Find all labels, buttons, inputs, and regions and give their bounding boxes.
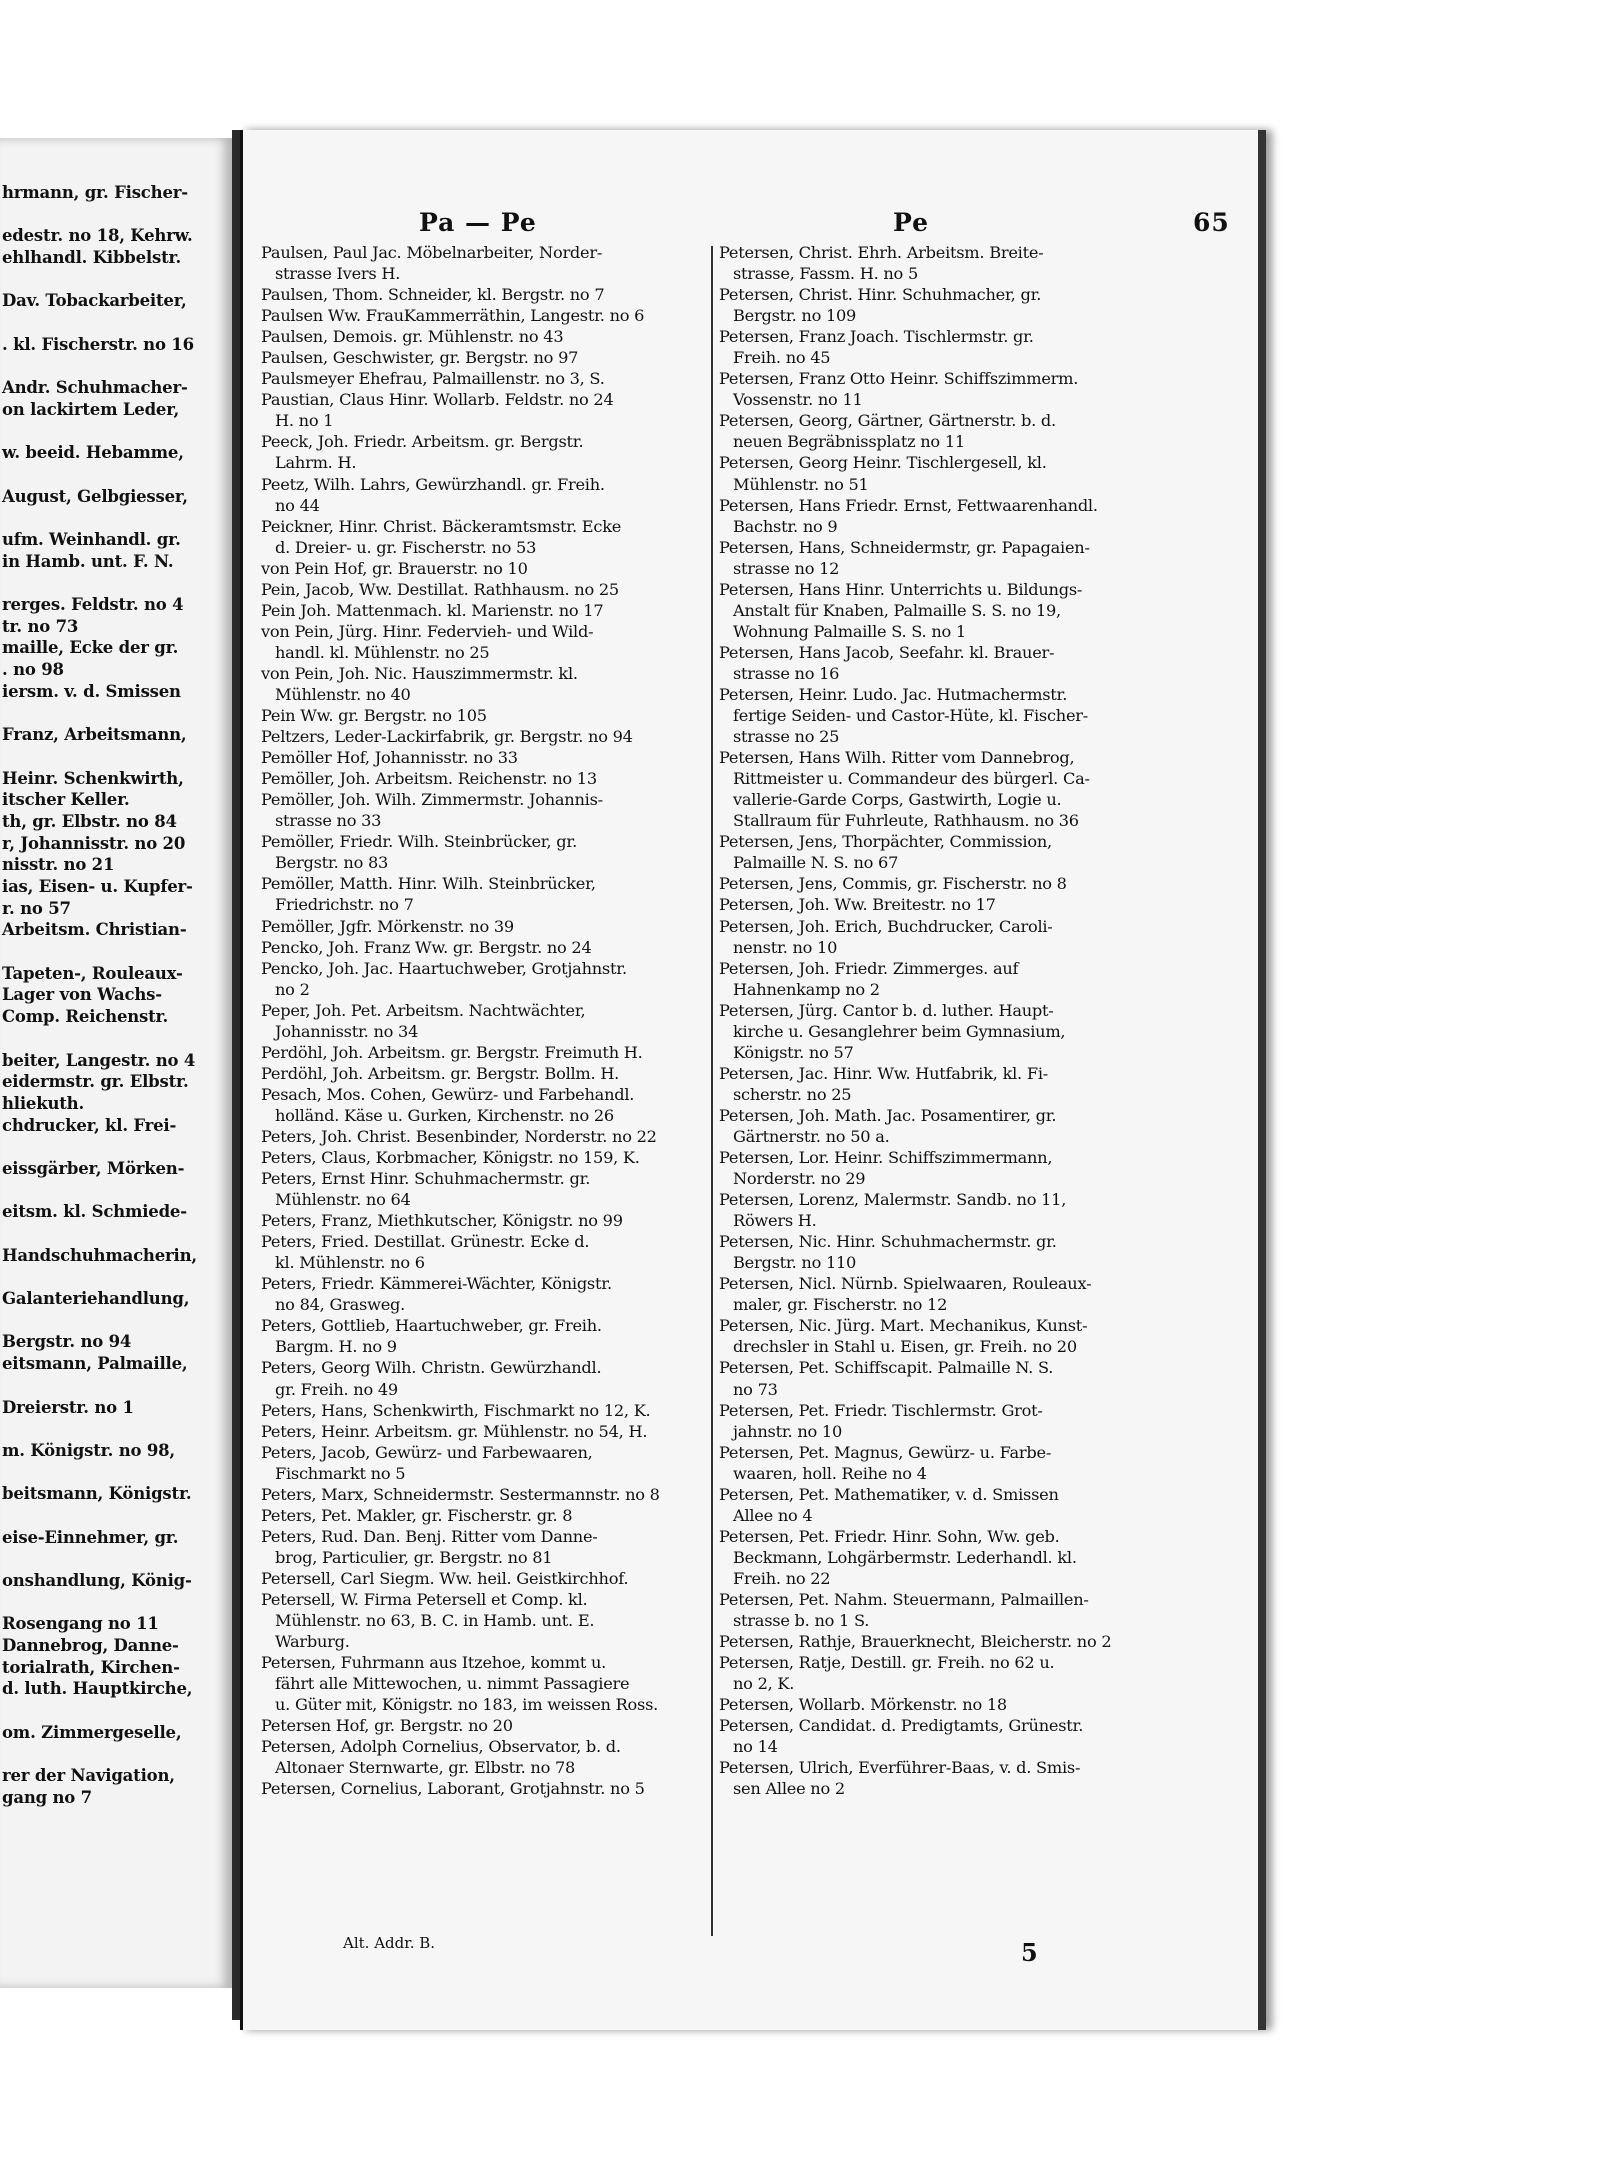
left-page-line: tr. no 73 — [2, 616, 79, 636]
directory-line: Altonaer Sternwarte, gr. Elbstr. no 78 — [275, 1758, 576, 1778]
directory-line: Petersen, Nic. Jürg. Mart. Mechanikus, Kunst- — [719, 1316, 1088, 1336]
left-page-line: Arbeitsm. Christian- — [2, 920, 187, 940]
directory-line: Petersen, Wollarb. Mörkenstr. no 18 — [719, 1695, 1007, 1715]
directory-line: Peters, Georg Wilh. Christn. Gewürzhandl. — [261, 1358, 602, 1378]
directory-line: Palmaille N. S. no 67 — [733, 853, 899, 873]
directory-column-right — [719, 242, 1174, 1799]
left-page-line — [2, 1418, 228, 1440]
left-page-line — [2, 572, 228, 594]
directory-line: Peters, Pet. Makler, gr. Fischerstr. gr. 8 — [261, 1505, 573, 1525]
directory-line: Peters, Rud. Dan. Benj. Ritter vom Danne- — [261, 1526, 598, 1546]
left-page-line: iersm. v. d. Smissen — [2, 681, 181, 701]
directory-line: fertige Seiden- und Castor-Hüte, kl. Fischer- — [733, 706, 1089, 726]
directory-line: Röwers H. — [733, 1211, 817, 1231]
directory-line: Petersen, Nic. Hinr. Schuhmachermstr. gr. — [719, 1232, 1057, 1252]
directory-line: Beckmann, Lohgärbermstr. Lederhandl. kl. — [733, 1547, 1077, 1567]
directory-line: Petersen, Jens, Thorpächter, Commission, — [719, 832, 1052, 852]
directory-line: holländ. Käse u. Gurken, Kirchenstr. no 26 — [275, 1105, 614, 1125]
directory-line: Petersen, Pet. Friedr. Tischlermstr. Grot- — [719, 1400, 1043, 1420]
directory-line: no 2 — [275, 979, 310, 999]
directory-line: brog, Particulier, gr. Bergstr. no 81 — [275, 1547, 553, 1567]
directory-line: von Pein Hof, gr. Brauerstr. no 10 — [261, 558, 528, 578]
directory-line: Petersen, Heinr. Ludo. Jac. Hutmachermstr. — [719, 684, 1068, 704]
directory-line: Paulsen Ww. FrauKammerräthin, Langestr. no 6 — [261, 306, 645, 326]
printer-signature: Alt. Addr. B. — [343, 1934, 436, 1952]
directory-line: fährt alle Mittewochen, u. nimmt Passagiere — [275, 1674, 630, 1694]
left-page-line: rerges. Feldstr. no 4 — [2, 595, 184, 615]
left-page-line: Comp. Reichenstr. — [2, 1007, 169, 1027]
directory-line: no 84, Grasweg. — [275, 1295, 406, 1315]
left-page-line — [2, 1266, 228, 1288]
directory-line: waaren, holl. Reihe no 4 — [733, 1463, 927, 1483]
left-page-line: w. beeid. Hebamme, — [2, 443, 184, 463]
directory-line: Pemöller Hof, Johannisstr. no 33 — [261, 748, 518, 768]
directory-line: Paulsen, Thom. Schneider, kl. Bergstr. no 7 — [261, 285, 605, 305]
directory-line: Mühlenstr. no 63, B. C. in Hamb. unt. E. — [275, 1611, 595, 1631]
directory-line: Peters, Joh. Christ. Besenbinder, Norderstr. no 22 — [261, 1126, 657, 1146]
directory-line: Lahrm. H. — [275, 453, 357, 473]
directory-line: strasse no 12 — [733, 558, 840, 578]
directory-line: Petersen, Adolph Cornelius, Observator, b. d. — [261, 1737, 621, 1757]
left-page-line — [2, 1744, 228, 1766]
left-page-line: ias, Eisen- u. Kupfer- — [2, 877, 193, 896]
directory-line: Peters, Franz, Miethkutscher, Königstr. no 99 — [261, 1211, 623, 1231]
directory-line: Peters, Heinr. Arbeitsm. gr. Mühlenstr. no 54, H. — [261, 1421, 648, 1441]
directory-line: Pencko, Joh. Jac. Haartuchweber, Grotjahnstr. — [261, 958, 627, 978]
directory-line: Peters, Friedr. Kämmerei-Wächter, Königstr. — [261, 1274, 612, 1294]
directory-line: Peters, Ernst Hinr. Schuhmachermstr. gr. — [261, 1169, 591, 1189]
left-page-line: hrmann, gr. Fischer- — [2, 183, 188, 202]
directory-line: Petersen, Joh. Erich, Buchdrucker, Caroli- — [719, 916, 1053, 936]
left-page-line — [2, 1700, 228, 1722]
directory-line: Petersen, Hans Wilh. Ritter vom Dannebrog, — [719, 748, 1075, 768]
left-page-line — [2, 464, 228, 486]
directory-line: Pemöller, Friedr. Wilh. Steinbrücker, gr. — [261, 832, 578, 852]
left-page-line: Dreierstr. no 1 — [2, 1397, 134, 1417]
directory-line: Peper, Joh. Pet. Arbeitsm. Nachtwächter, — [261, 1000, 586, 1020]
directory-line: Perdöhl, Joh. Arbeitsm. gr. Bergstr. Freimuth H. — [261, 1042, 643, 1062]
left-page-line: rer der Navigation, — [2, 1766, 175, 1786]
directory-line: Bergstr. no 83 — [275, 853, 389, 873]
directory-line: Petersell, Carl Siegm. Ww. heil. Geistkirchhof. — [261, 1568, 629, 1588]
directory-line: Petersen, Pet. Mathematiker, v. d. Smissen — [719, 1484, 1059, 1504]
left-page-line: ufm. Weinhandl. gr. — [2, 530, 181, 549]
directory-line: Bargm. H. no 9 — [275, 1337, 397, 1357]
directory-line: Hahnenkamp no 2 — [733, 979, 880, 999]
left-page-line: Franz, Arbeitsmann, — [2, 725, 187, 745]
left-page-line: onshandlung, König- — [2, 1571, 192, 1590]
directory-line: Vossenstr. no 11 — [733, 390, 863, 410]
left-page-line: m. Königstr. no 98, — [2, 1440, 175, 1460]
directory-line: Peetz, Wilh. Lahrs, Gewürzhandl. gr. Freih. — [261, 474, 605, 494]
directory-line: nenstr. no 10 — [733, 937, 838, 957]
directory-line: Pein Ww. gr. Bergstr. no 105 — [261, 706, 487, 726]
directory-line: Freih. no 45 — [733, 348, 831, 368]
left-page-line — [2, 1592, 228, 1614]
left-page-line: Andr. Schuhmacher- — [2, 378, 188, 398]
directory-line: Petersen, Fuhrmann aus Itzehoe, kommt u. — [261, 1653, 607, 1673]
directory-line: Petersen, Christ. Hinr. Schuhmacher, gr. — [719, 285, 1042, 305]
directory-line: Petersen, Ratje, Destill. gr. Freih. no 62 u. — [719, 1653, 1055, 1673]
directory-line: Paustian, Claus Hinr. Wollarb. Feldstr. no 24 — [261, 390, 614, 410]
directory-line: Petersen, Franz Otto Heinr. Schiffszimmerm. — [719, 369, 1079, 389]
left-page-line: d. luth. Hauptkirche, — [2, 1679, 193, 1699]
left-page-line: r. no 57 — [2, 898, 71, 918]
left-page-line: Tapeten-, Rouleaux- — [2, 963, 183, 983]
directory-line: Paulsen, Demois. gr. Mühlenstr. no 43 — [261, 327, 564, 347]
directory-line: Stallraum für Fuhrleute, Rathhausm. no 36 — [733, 811, 1079, 831]
directory-line: Petersen, Hans Hinr. Unterrichts u. Bildungs- — [719, 579, 1083, 599]
left-page-line: r, Johannisstr. no 20 — [2, 833, 186, 853]
left-page-line — [2, 1136, 228, 1158]
directory-line: Peters, Claus, Korbmacher, Königstr. no 159, K. — [261, 1148, 640, 1168]
left-page-line: eise-Einnehmer, gr. — [2, 1527, 179, 1547]
directory-line: Petersen, Jürg. Cantor b. d. luther. Haupt- — [719, 1000, 1054, 1020]
directory-line: Mühlenstr. no 40 — [275, 684, 411, 704]
directory-line: strasse Ivers H. — [275, 264, 401, 284]
left-page-line: gang no 7 — [2, 1787, 92, 1807]
page-number: 65 — [1193, 208, 1230, 237]
left-page-line — [2, 269, 228, 291]
left-page-line — [2, 703, 228, 725]
left-page-line — [2, 941, 228, 963]
directory-line: Peeck, Joh. Friedr. Arbeitsm. gr. Bergstr. — [261, 432, 584, 452]
left-page-line: maille, Ecke der gr. — [2, 638, 179, 658]
directory-line: drechsler in Stahl u. Eisen, gr. Freih. no 20 — [733, 1337, 1077, 1357]
directory-line: Petersen, Candidat. d. Predigtamts, Grünestr. — [719, 1716, 1084, 1736]
left-page-line — [2, 1548, 228, 1570]
directory-line: u. Güter mit, Königstr. no 183, im weissen Ross. — [275, 1695, 659, 1715]
directory-line: Pemöller, Joh. Arbeitsm. Reichenstr. no 13 — [261, 769, 597, 789]
directory-line: von Pein, Jürg. Hinr. Federvieh- und Wild- — [261, 621, 594, 641]
left-page-line — [2, 1310, 228, 1332]
directory-line: vallerie-Garde Corps, Gastwirth, Logie u. — [733, 790, 1062, 810]
left-page-line: om. Zimmergeselle, — [2, 1722, 182, 1742]
left-page-line: itscher Keller. — [2, 790, 130, 810]
directory-line: Bachstr. no 9 — [733, 516, 838, 536]
directory-line: Petersen, Nicl. Nürnb. Spielwaaren, Rouleaux- — [719, 1274, 1092, 1294]
sheet-number: 5 — [1021, 1938, 1038, 1967]
directory-line: neuen Begräbnissplatz no 11 — [733, 432, 965, 452]
directory-line: Petersen, Joh. Math. Jac. Posamentirer, gr. — [719, 1105, 1057, 1125]
directory-line: Norderstr. no 29 — [733, 1169, 866, 1189]
directory-line: Petersen, Christ. Ehrh. Arbeitsm. Breite- — [719, 243, 1044, 262]
directory-line: Paulsen, Geschwister, gr. Bergstr. no 97 — [261, 348, 579, 368]
directory-line: sen Allee no 2 — [733, 1779, 845, 1799]
left-page-line — [2, 1505, 228, 1527]
directory-line: maler, gr. Fischerstr. no 12 — [733, 1295, 948, 1315]
left-page-line: ehlhandl. Kibbelstr. — [2, 248, 182, 268]
directory-line: Petersen, Georg, Gärtner, Gärtnerstr. b. d. — [719, 411, 1056, 431]
directory-column-left — [261, 242, 716, 1799]
left-page-line: on lackirtem Leder, — [2, 399, 180, 419]
left-page-line: th, gr. Elbstr. no 84 — [2, 811, 177, 831]
left-page-line — [2, 1375, 228, 1397]
left-page-line: Dav. Tobackarbeiter, — [2, 291, 187, 311]
left-page-line: . no 98 — [2, 660, 64, 680]
directory-line: no 73 — [733, 1379, 778, 1399]
left-page-line: Galanteriehandlung, — [2, 1289, 190, 1309]
left-page-line — [2, 1223, 228, 1245]
left-page-line — [2, 421, 228, 443]
directory-line: Peters, Fried. Destillat. Grünestr. Ecke d. — [261, 1232, 590, 1252]
left-page-line — [2, 356, 228, 378]
directory-line: strasse b. no 1 S. — [733, 1611, 870, 1631]
left-page-line: in Hamb. unt. F. N. — [2, 551, 174, 571]
left-page-line: nisstr. no 21 — [2, 855, 115, 875]
left-page-line — [2, 1028, 228, 1050]
left-page-line: Lager von Wachs- — [2, 985, 162, 1005]
directory-line: kirche u. Gesanglehrer beim Gymnasium, — [733, 1021, 1066, 1041]
directory-line: Peickner, Hinr. Christ. Bäckeramtsmstr. Ecke — [261, 516, 622, 536]
directory-line: Mühlenstr. no 64 — [275, 1190, 411, 1210]
directory-line: Petersen, Jac. Hinr. Ww. Hutfabrik, kl. Fi- — [719, 1063, 1048, 1083]
directory-line: strasse no 16 — [733, 663, 840, 683]
directory-line: Pemöller, Jgfr. Mörkenstr. no 39 — [261, 916, 514, 936]
directory-line: Petersen, Georg Heinr. Tischlergesell, kl. — [719, 453, 1047, 473]
directory-line: Petersen, Rathje, Brauerknecht, Bleicherstr. no 2 — [719, 1632, 1112, 1652]
directory-line: Anstalt für Knaben, Palmaille S. S. no 19, — [733, 600, 1061, 620]
directory-line: Petersen, Lorenz, Malermstr. Sandb. no 11, — [719, 1190, 1067, 1210]
directory-line: Petersen, Franz Joach. Tischlermstr. gr. — [719, 327, 1034, 347]
left-page-line: Heinr. Schenkwirth, — [2, 768, 184, 788]
directory-line: Petersen, Hans, Schneidermstr, gr. Papagaien- — [719, 537, 1090, 557]
directory-line: Petersen, Hans Friedr. Ernst, Fettwaarenhandl. — [719, 495, 1098, 515]
directory-line: Warburg. — [275, 1632, 350, 1652]
directory-line: Fischmarkt no 5 — [275, 1463, 406, 1483]
directory-line: Pein Joh. Mattenmach. kl. Marienstr. no 17 — [261, 600, 604, 620]
directory-line: no 14 — [733, 1737, 778, 1757]
directory-line: Petersen Hof, gr. Bergstr. no 20 — [261, 1716, 513, 1736]
directory-line: Bergstr. no 110 — [733, 1253, 857, 1273]
directory-line: Petersen, Joh. Friedr. Zimmerges. auf — [719, 958, 1019, 978]
directory-line: strasse, Fassm. H. no 5 — [733, 264, 918, 284]
directory-line: Petersen, Pet. Schiffscapit. Palmaille N. S. — [719, 1358, 1054, 1378]
left-page-line: . kl. Fischerstr. no 16 — [2, 334, 194, 354]
left-page-fragment — [0, 138, 235, 1988]
directory-line: Petersen, Hans Jacob, Seefahr. kl. Brauer- — [719, 642, 1055, 662]
left-page-line: edestr. no 18, Kehrw. — [2, 226, 193, 246]
directory-line: Pemöller, Matth. Hinr. Wilh. Steinbrücker, — [261, 874, 596, 894]
directory-line: Freih. no 22 — [733, 1568, 831, 1588]
left-page-lines — [2, 182, 228, 1809]
directory-line: Pencko, Joh. Franz Ww. gr. Bergstr. no 24 — [261, 937, 592, 957]
directory-line: Petersen, Pet. Friedr. Hinr. Sohn, Ww. geb. — [719, 1526, 1060, 1546]
directory-line: Peters, Gottlieb, Haartuchweber, gr. Freih. — [261, 1316, 602, 1336]
left-page-line: hliekuth. — [2, 1093, 85, 1113]
directory-line: Pein, Jacob, Ww. Destillat. Rathhausm. no 25 — [261, 579, 619, 599]
left-page-line — [2, 507, 228, 529]
directory-line: von Pein, Joh. Nic. Hauszimmermstr. kl. — [261, 663, 578, 683]
directory-line: Peters, Marx, Schneidermstr. Sestermannstr. no 8 — [261, 1484, 660, 1504]
left-page-line: eidermstr. gr. Elbstr. — [2, 1072, 189, 1092]
directory-line: Johannisstr. no 34 — [275, 1021, 419, 1041]
left-page-line — [2, 1462, 228, 1484]
directory-line: Wohnung Palmaille S. S. no 1 — [733, 621, 966, 641]
directory-line: Petersen, Pet. Nahm. Steuermann, Palmaillen- — [719, 1590, 1089, 1609]
directory-line: jahnstr. no 10 — [733, 1421, 842, 1441]
directory-line: d. Dreier- u. gr. Fischerstr. no 53 — [275, 537, 537, 557]
directory-line: Petersen, Lor. Heinr. Schiffszimmermann, — [719, 1148, 1053, 1168]
left-page-line — [2, 1180, 228, 1202]
left-page-line: Rosengang no 11 — [2, 1614, 159, 1634]
directory-line: Peters, Hans, Schenkwirth, Fischmarkt no 12, K. — [261, 1400, 651, 1420]
directory-line: Petersen, Cornelius, Laborant, Grotjahnstr. no 5 — [261, 1779, 645, 1799]
left-page-line: Bergstr. no 94 — [2, 1332, 132, 1352]
directory-line: kl. Mühlenstr. no 6 — [275, 1253, 425, 1273]
left-page-line: eitsm. kl. Schmiede- — [2, 1202, 187, 1222]
directory-line: Rittmeister u. Commandeur des bürgerl. Ca- — [733, 769, 1090, 789]
directory-line: Peters, Jacob, Gewürz- und Farbewaaren, — [261, 1442, 593, 1462]
left-page-line: beitsmann, Königstr. — [2, 1484, 192, 1504]
directory-line: Paulsen, Paul Jac. Möbelnarbeiter, Norder- — [261, 243, 603, 262]
directory-line: Allee no 4 — [733, 1505, 813, 1525]
directory-line: strasse no 25 — [733, 727, 840, 747]
directory-line: scherstr. no 25 — [733, 1084, 852, 1104]
directory-line: no 2, K. — [733, 1674, 795, 1694]
directory-line: gr. Freih. no 49 — [275, 1379, 398, 1399]
directory-line: Petersen, Ulrich, Everführer-Baas, v. d. Smis- — [719, 1758, 1081, 1778]
directory-line: Bergstr. no 109 — [733, 306, 857, 326]
right-page — [240, 130, 1266, 2030]
directory-line: Perdöhl, Joh. Arbeitsm. gr. Bergstr. Bollm. H. — [261, 1063, 620, 1083]
running-head-left: Pa — Pe — [419, 208, 537, 237]
left-page-line: August, Gelbgiesser, — [2, 486, 188, 506]
directory-line: Mühlenstr. no 51 — [733, 474, 869, 494]
left-page-line: eissgärber, Mörken- — [2, 1158, 185, 1178]
left-page-line — [2, 746, 228, 768]
directory-line: Pesach, Mos. Cohen, Gewürz- und Farbehandl. — [261, 1084, 635, 1104]
left-page-line: eitsmann, Palmaille, — [2, 1354, 188, 1374]
column-divider — [711, 246, 713, 1936]
directory-line: Petersell, W. Firma Petersell et Comp. kl. — [261, 1590, 588, 1609]
left-page-line: Dannebrog, Danne- — [2, 1636, 179, 1656]
directory-line: Petersen, Pet. Magnus, Gewürz- u. Farbe- — [719, 1442, 1052, 1462]
directory-line: strasse no 33 — [275, 811, 382, 831]
directory-line: no 44 — [275, 495, 320, 515]
directory-line: Königstr. no 57 — [733, 1042, 854, 1062]
directory-line: handl. kl. Mühlenstr. no 25 — [275, 642, 490, 662]
left-page-line: torialrath, Kirchen- — [2, 1657, 180, 1677]
directory-line: Pemöller, Joh. Wilh. Zimmermstr. Johannis- — [261, 790, 603, 810]
directory-line: Gärtnerstr. no 50 a. — [733, 1126, 890, 1146]
directory-line: Paulsmeyer Ehefrau, Palmaillenstr. no 3, S. — [261, 369, 605, 389]
directory-line: Peltzers, Leder-Lackirfabrik, gr. Bergstr. no 94 — [261, 727, 633, 747]
directory-line: Friedrichstr. no 7 — [275, 895, 414, 915]
directory-line: Petersen, Jens, Commis, gr. Fischerstr. no 8 — [719, 874, 1067, 894]
left-page-line — [2, 312, 228, 334]
running-head-center: Pe — [893, 208, 930, 237]
left-page-line: chdrucker, kl. Frei- — [2, 1115, 177, 1135]
left-page-line — [2, 204, 228, 226]
directory-line: Petersen, Joh. Ww. Breitestr. no 17 — [719, 895, 996, 915]
left-page-line: Handschuhmacherin, — [2, 1245, 197, 1265]
left-page-line: beiter, Langestr. no 4 — [2, 1050, 196, 1070]
directory-line: H. no 1 — [275, 411, 334, 431]
